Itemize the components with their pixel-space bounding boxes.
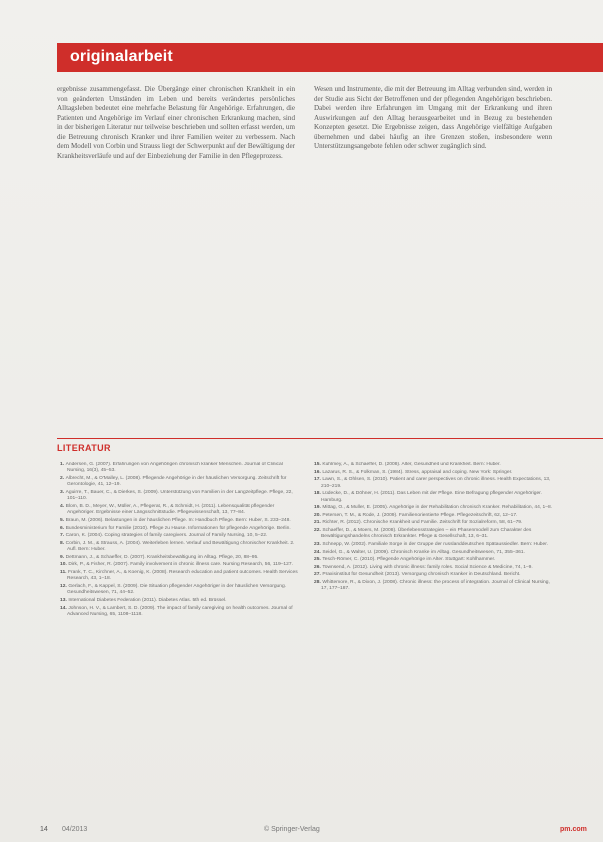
reference-number: 16. [314,469,321,475]
reference-item [60,476,300,489]
reference-text: Corbin, J. M., & Strauss, A. (2004). Weiterleben lernen. Verlauf und Bewältigung chronischer Krankheit. 2. Aufl. Bern: Huber. [65,540,295,553]
reference-item [314,520,554,526]
body-column-left [57,85,295,440]
reference-item [60,462,300,475]
reference-item [314,580,554,593]
reference-number: 25. [314,557,321,563]
reference-text: Lawn, S., & Ohlsen, S. (2010). Patient and carer perspectives on chronic illness. Health Expectations, 13, 210–219. [321,477,551,489]
reference-number: 24. [314,549,321,555]
reference-number: 12. [60,583,67,589]
reference-item [314,505,554,511]
reference-text: Mittag, O., & Muller, E. (2005). Angehörige in der Rehabilitation chronisch Kranker. Rehabilitation, 44, 1–8. [322,505,553,511]
reference-list [314,462,554,593]
reference-item [314,557,554,563]
literature-divider [57,438,603,439]
reference-number: 6. [60,525,65,531]
reference-item [314,491,554,504]
reference-item [314,470,554,476]
reference-item [60,490,300,503]
reference-text: Bundesministerium für Familie (2010). Pflege zu Hause. Informationen für pflegende Angehörige. Berlin. [65,525,291,531]
reference-number: 26. [314,564,321,570]
reference-number: 2. [60,476,65,481]
reference-number: 10. [60,562,67,568]
reference-number: 17. [314,477,321,483]
reference-item [314,477,554,490]
reference-number: 27. [314,572,321,578]
reference-text: Johnson, H. V., & Lambert, S. D. (2009). The impact of family caregiving on health outcomes. Journal of Advanced Nursing, 65, 1108–1118. [67,605,293,617]
reference-number: 15. [314,462,321,467]
reference-text: Lüdecke, D., & Döhner, H. (2011). Das Leben mit der Pflege. Eine Befragung pflegender Angehöriger. Hamburg. [321,491,542,503]
reference-text: Aguirre, T., Bauer, C., & Dierkes, S. (2009). Unterstützung von Familien in der Langzeitpflege. Pflege, 22, 101–110. [65,490,293,502]
reference-number: 5. [60,518,65,523]
reference-number: 18. [314,491,321,497]
body-paragraph: ergebnisse zusammengefasst. Die Übergänge einer chronischen Krankheit in ein von geänderten Umständen im Leben und bereits verändertes persönliches Alltagsleben bedeutet eine mehrfache Belastung für Angehörige. Erfahrungen, die Patienten und Angehörige im Verlauf einer chronischen Erkrankung machen, sind in der bisherigen Literatur nur teilweise beschrieben und sollten erfasst werden, um die Betreuung chronisch Kranker und ihrer Familien weiter zu verbessern. Nach dem Modell von Corbin und Strauss liegt der Schwerpunkt auf der Bewältigung der Krankheitsverläufe und auf der Einbeziehung der Familie in den Pflegeprozess. [57,85,295,160]
reference-item [314,528,554,541]
literature-heading: LITERATUR [57,443,111,453]
reference-column-left [60,462,300,782]
reference-item [60,541,300,554]
reference-text: Caron, K. (2004). Coping strategies of family caregivers. Journal of Family Nursing, 10, 5–22. [65,533,268,539]
reference-column-right [314,462,554,782]
reference-text: Lazarus, R. S., & Folkman, S. (1984). Stress, appraisal and coping. New York: Springer. [322,469,513,475]
reference-number: 4. [60,504,65,509]
reference-number: 21. [314,520,321,526]
reference-number: 7. [60,533,65,539]
reference-text: Schnepp, W. (2002). Familiale Sorge in der Gruppe der russlanddeutschen Spätaussiedler. Bern: Huber. [322,541,548,547]
reference-item [314,542,554,548]
reference-number: 20. [314,512,321,518]
reference-text: Petersen, T. M., & Rode, J. (2009). Familienorientierte Pflege. Pflegezeitschrift, 62, 12–17. [322,512,518,518]
reference-number: 9. [60,554,65,560]
reference-item [314,513,554,519]
reference-text: Whittemore, R., & Dixon, J. (2008). Chronic illness: the process of integration. Journal of Clinical Nursing, 17, 177–187. [321,579,550,592]
reference-item [314,462,554,468]
reference-item [60,533,300,539]
reference-text: Townsend, A. (2012). Living with chronic illness: family roles. Social Science & Medicine, 74, 1–9. [322,564,533,570]
reference-text: Seidel, G., & Walter, U. (2009). Chronisch Kranke im Alltag. Gesundheitswesen, 71, 355–361. [322,549,525,555]
reference-number: 13. [60,597,67,603]
reference-number: 11. [60,569,67,575]
website-label: pm.com [560,826,587,833]
reference-number: 22. [314,527,321,533]
section-header [57,43,603,72]
reference-text: Andersen, G. (2007). Erfahrungen von Angehörigen chronisch kranker Menschen. Journal of Clinical Nursing, 16(3), 45–53. [65,462,283,474]
reference-item [314,565,554,571]
page-footer [0,826,603,838]
reference-item [60,606,300,619]
reference-item [60,555,300,561]
reference-text: Gerlach, F., & Kappel, S. (2009). Die Situation pflegender Angehöriger in der häuslichen Versorgung. Gesundheitswesen, 71, 44–52. [67,583,287,596]
reference-text: Tesch-Römer, C. (2010). Pflegende Angehörige im Alter. Stuttgart: Kohlhammer. [322,557,496,563]
reference-text: Schaeffer, D., & Moers, M. (2008). Überlebensstrategien – ein Phasenmodell zum Charakter des Bewältigungshandelns chronisch Erkrankter. Pflege & Gesellschaft, 13, 6–31. [321,527,532,540]
reference-text: Braun, M. (2006). Belastungen in der häuslichen Pflege. In: Handbuch Pflege. Bern: Huber, S. 233–248. [65,518,291,523]
reference-list [60,462,300,618]
body-paragraph: Wesen und Instrumente, die mit der Betreuung im Alltag verbunden sind, werden in der Studie aus Sicht der Betroffenen und der pflegenden Angehörigen beschrieben. Dabei werden ihre Erfahrungen im Umgang mit der Erkrankung und ihren Auswirkungen auf den Alltag herausgearbeitet und in Bezug zu bestehenden Konzepten gesetzt. Die Ergebnisse zeigen, dass Angehörige vielfältige Aufgaben übernehmen und dabei häufig an ihre Grenzen stoßen, insbesondere wenn Unterstützungsangebote fehlen oder schwer zugänglich sind. [314,85,552,150]
reference-item [60,562,300,568]
section-label: originalarbeit [70,48,173,65]
reference-item [314,550,554,556]
reference-text: Praxisinstitut für Gesundheit (2013). Versorgung chronisch Kranker in Deutschland. Bericht. [322,572,521,578]
reference-number: 14. [60,605,67,611]
reference-text: Dirk, P., & Fisher, R. (2007). Family involvement in chronic illness care. Nursing Research, 56, 119–127. [68,562,293,568]
reference-number: 23. [314,541,321,547]
reference-item [60,598,300,604]
reference-item [60,570,300,583]
reference-text: Blom, B. D., Meyer, W., Müller, A., Pflegerat, R., & Schmidt, H. (2011). Lebensqualität pflegender Angehöriger. Ergebnisse einer Längsschnittstudie. Pflegewissenschaft, 13, 77–84. [65,504,275,516]
reference-number: 19. [314,505,321,511]
reference-number: 1. [60,462,65,467]
body-column-right [314,85,552,440]
reference-item [314,572,554,578]
reference-text: Dettmann, J., & Schaeffer, D. (2007). Krankheitsbewältigung im Alltag. Pflege, 20, 88–95. [65,554,259,560]
publisher-label: © Springer-Verlag [264,826,320,833]
page-number: 14 [40,826,48,833]
reference-text: Kuhlmey, A., & Schaeffer, D. (2008). Alter, Gesundheit und Krankheit. Bern: Huber. [322,462,501,467]
reference-item [60,518,300,524]
reference-item [60,584,300,597]
reference-number: 3. [60,490,65,495]
reference-item [60,504,300,517]
issue-label: 04/2013 [62,826,88,833]
reference-number: 8. [60,540,65,546]
reference-text: Richter, R. (2012). Chronische Krankheit und Familie. Zeitschrift für Sozialreform, 58, 61–79. [322,520,523,526]
reference-item [60,526,300,532]
reference-number: 28. [314,579,321,585]
reference-text: International Diabetes Federation (2011). Diabetes Atlas. 5th ed. Brüssel. [68,597,227,603]
reference-text: Albrecht, M., & O'Malley, L. (2008). Pflegende Angehörige in der häuslichen Versorgung. Zeitschrift für Gerontologie, 41, 12–19. [65,476,287,488]
reference-text: Frank, T. C., Kirchner, A., & Koenig, K. (2008). Research education and patient outcomes. Health Services Research, 43, 1–18. [67,569,298,582]
